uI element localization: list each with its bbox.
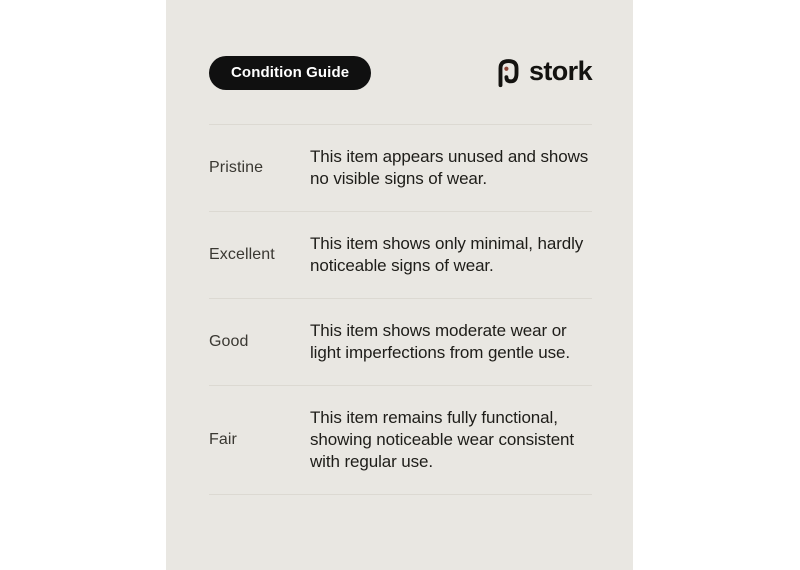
condition-row-excellent <box>209 211 592 298</box>
condition-guide-card <box>166 0 633 570</box>
stork-wordmark: stork <box>528 55 592 86</box>
condition-label: Excellent <box>209 246 275 263</box>
condition-label: Fair <box>209 431 237 448</box>
condition-description: This item remains fully functional, showing noticeable wear consistent with regular use. <box>310 408 575 471</box>
condition-description: This item shows only minimal, hardly noticeable signs of wear. <box>310 234 584 275</box>
condition-row-good <box>209 298 592 385</box>
condition-guide-badge: Condition Guide <box>209 56 371 90</box>
condition-row-pristine <box>209 124 592 211</box>
condition-description: This item shows moderate wear or light imperfections from gentle use. <box>310 321 571 362</box>
condition-table <box>209 124 592 495</box>
condition-label: Good <box>209 333 249 350</box>
condition-label: Pristine <box>209 159 264 176</box>
condition-row-fair <box>209 385 592 495</box>
stork-logo <box>495 57 592 88</box>
condition-description: This item appears unused and shows no visible signs of wear. <box>310 147 589 188</box>
stork-bird-icon <box>495 57 522 88</box>
card-header <box>209 55 592 90</box>
